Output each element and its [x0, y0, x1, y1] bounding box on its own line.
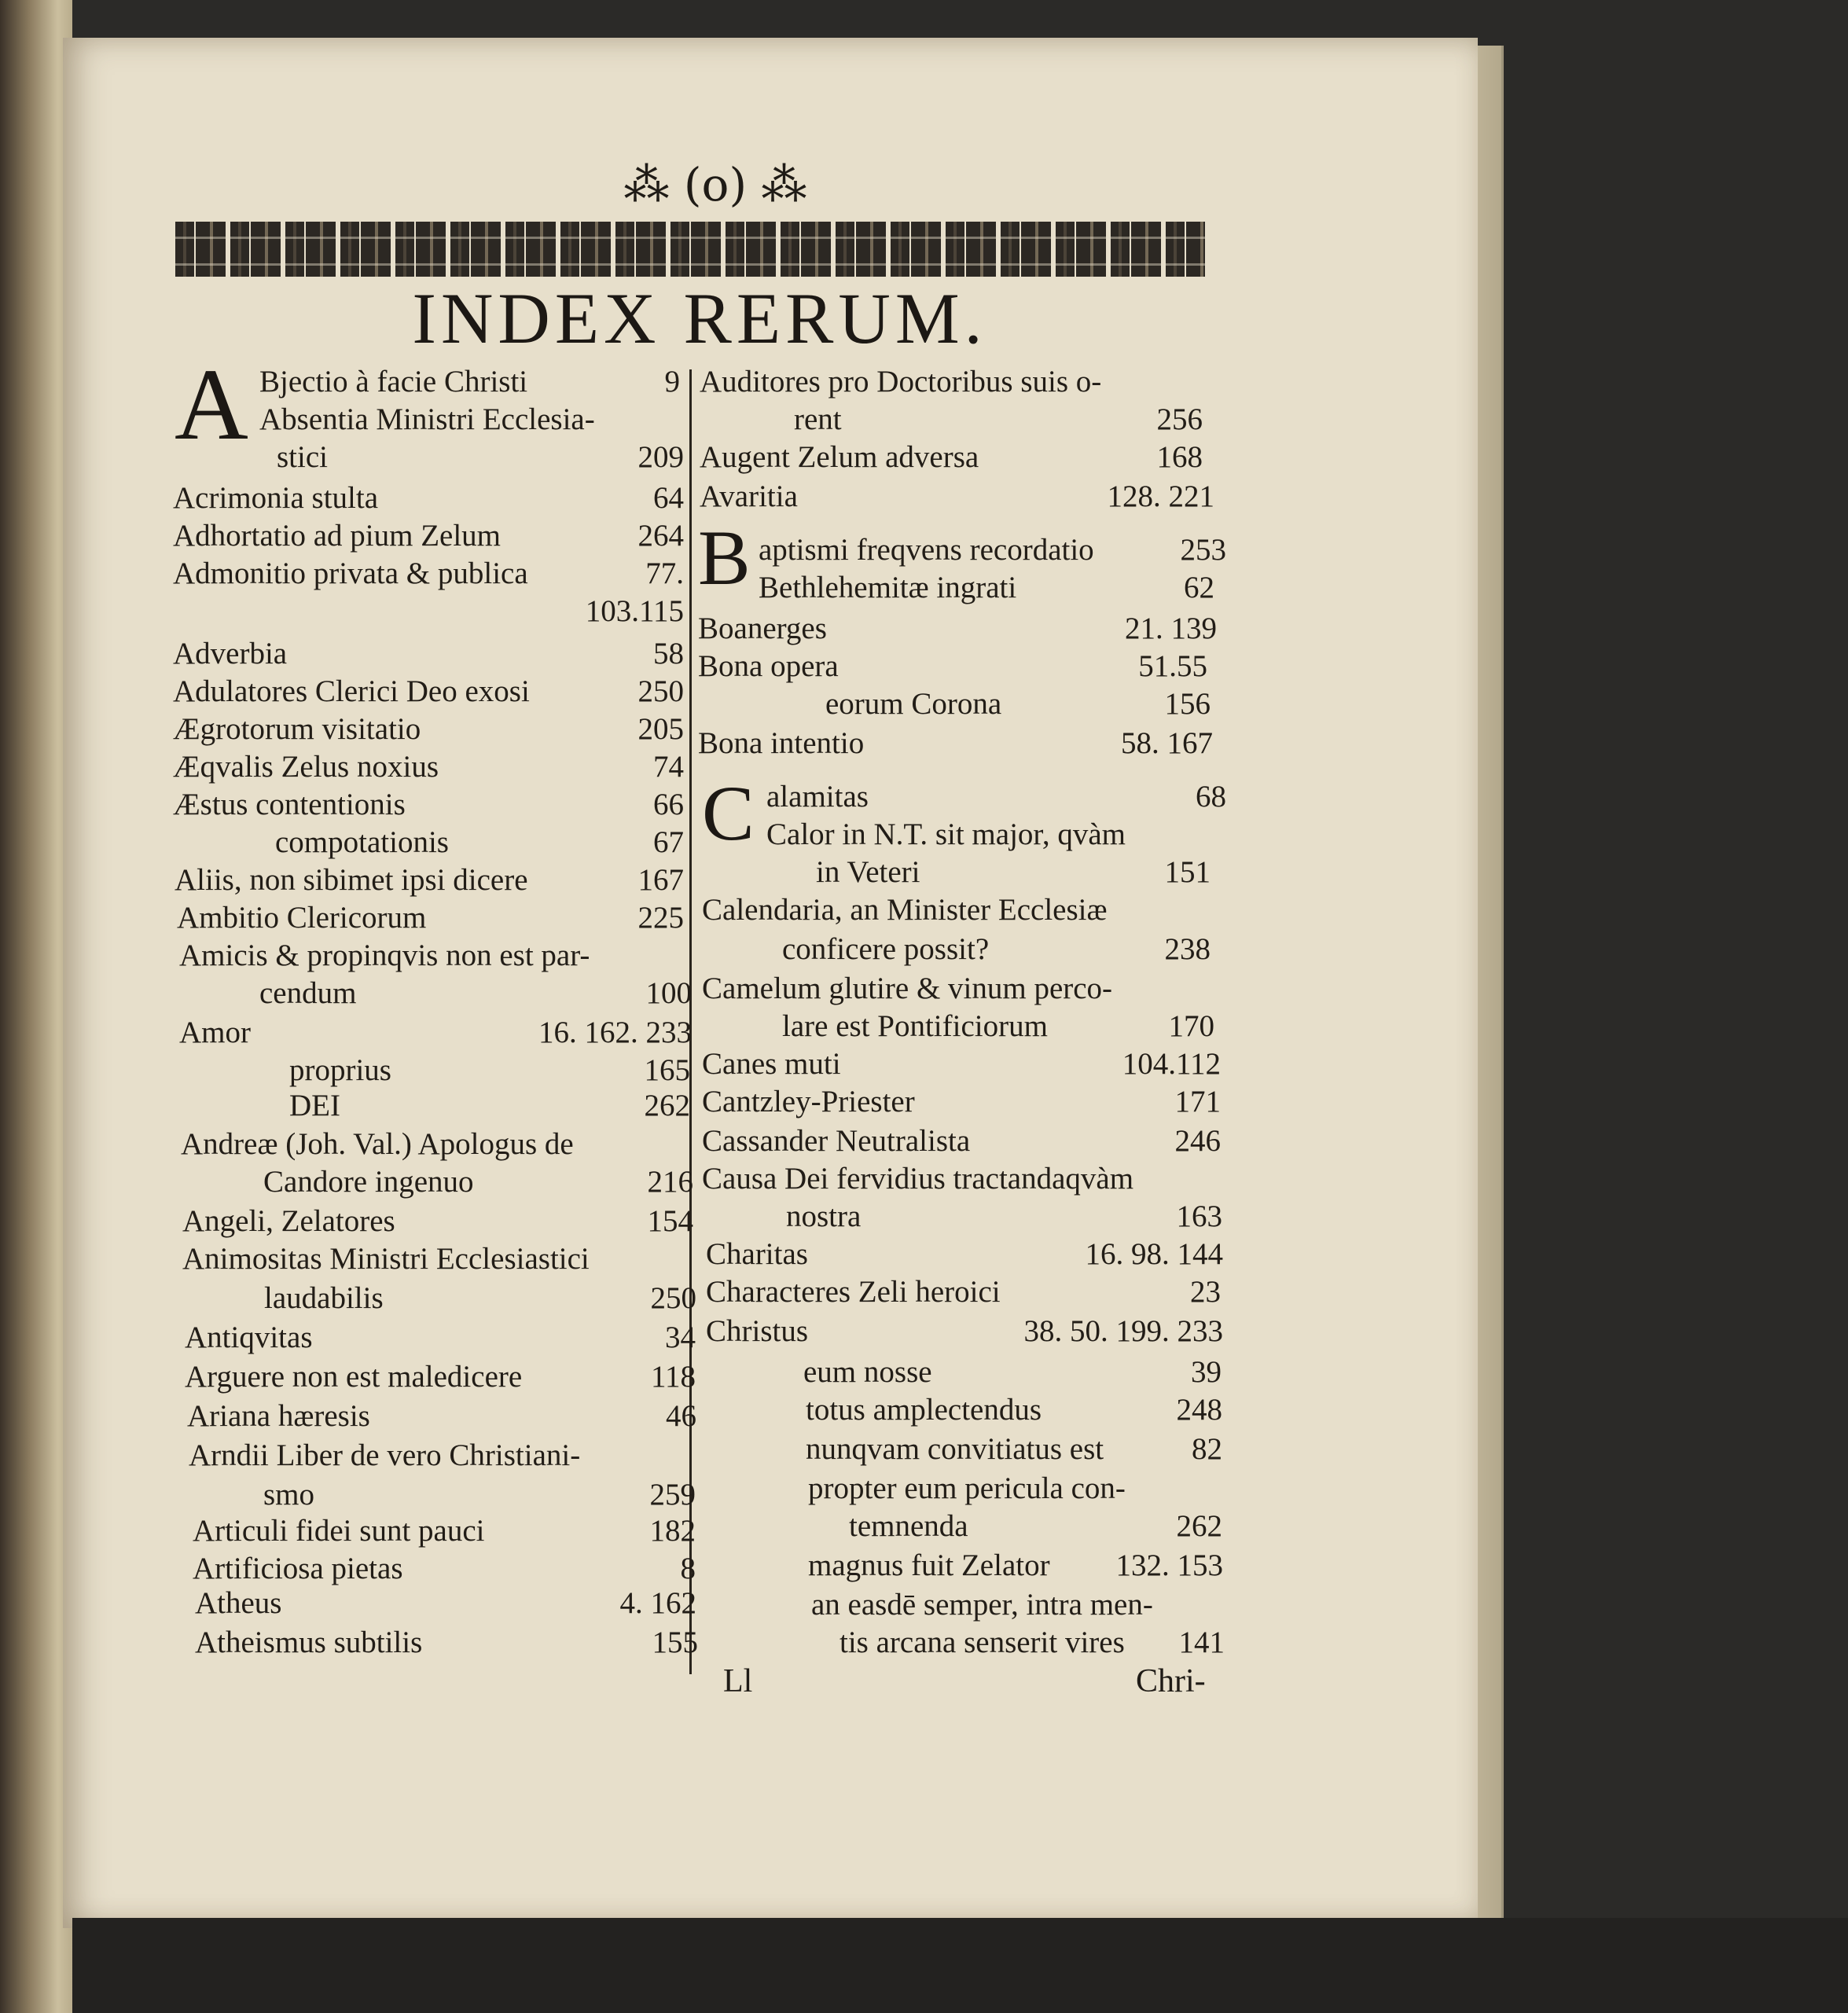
page-header: ⁂ (o) ⁂ [623, 158, 807, 211]
page-title: INDEX RERUM. [412, 278, 987, 358]
background-shadow [72, 1918, 1848, 2013]
catchword: Chri- [1136, 1663, 1206, 1699]
ornament-band [175, 222, 1205, 277]
dropcap-b: B [698, 514, 751, 601]
signature-mark: Ll [723, 1663, 753, 1699]
dropcap-c: C [702, 770, 755, 857]
left-page-edge [0, 0, 72, 2013]
dropcap-a: A [175, 348, 248, 461]
